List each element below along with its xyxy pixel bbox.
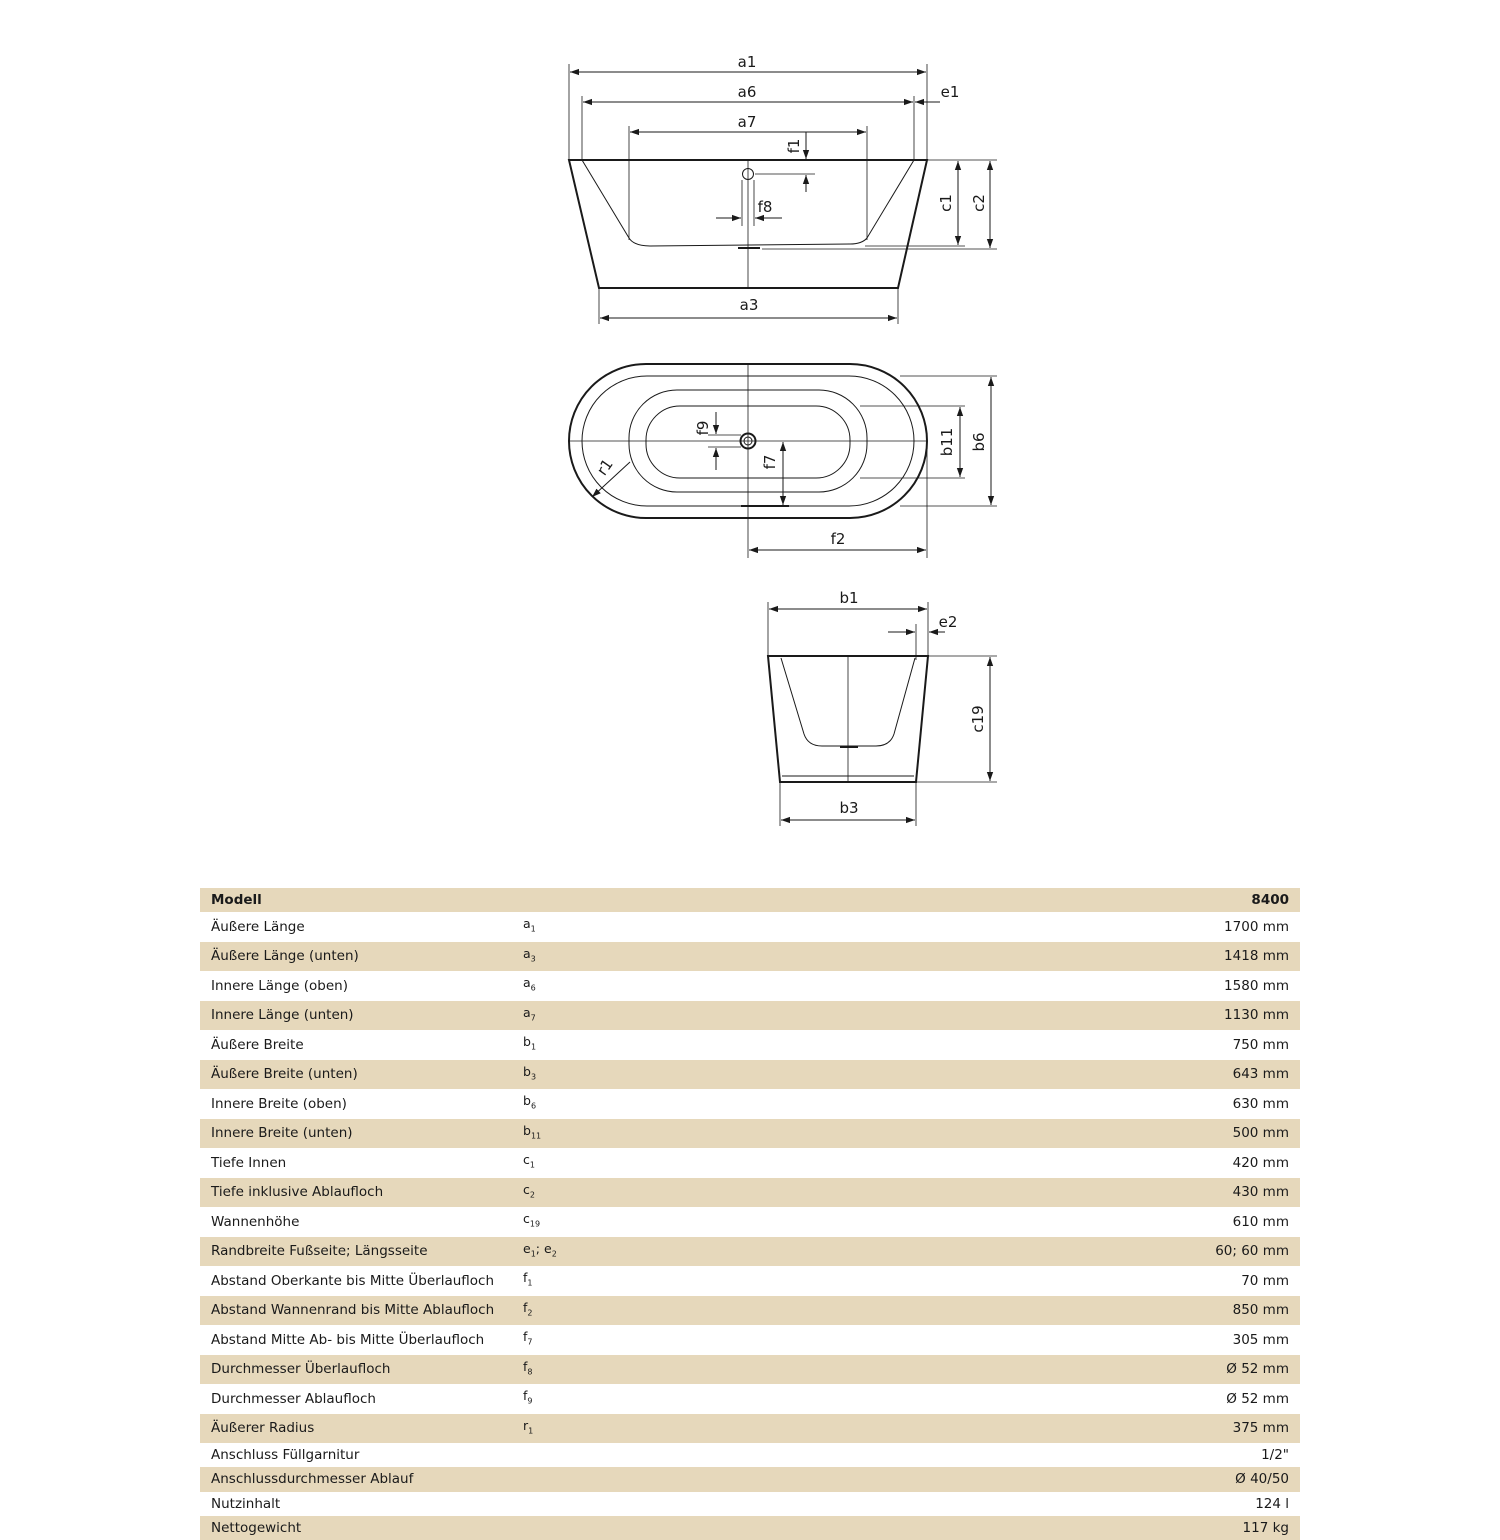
table-row bbox=[200, 912, 1300, 942]
row-label: Innere Breite (unten) bbox=[200, 1119, 512, 1149]
row-symbol: $f_1$ bbox=[512, 1266, 994, 1296]
table-row bbox=[200, 1237, 1300, 1267]
table-row bbox=[200, 1089, 1300, 1119]
row-value: 124 l bbox=[994, 1492, 1300, 1516]
row-label: Wannenhöhe bbox=[200, 1207, 512, 1237]
label-c19: c19 bbox=[969, 705, 987, 733]
table-row bbox=[200, 1001, 1300, 1031]
row-symbol: $e_1$; $e_2$ bbox=[512, 1237, 994, 1267]
table-header-row bbox=[200, 888, 1300, 912]
row-value: 1/2" bbox=[994, 1443, 1300, 1467]
table-row bbox=[200, 1384, 1300, 1414]
label-a1: a1 bbox=[737, 53, 757, 71]
end-view-drawing bbox=[768, 589, 997, 826]
row-value: Ø 52 mm bbox=[994, 1384, 1300, 1414]
side-view-drawing bbox=[569, 53, 997, 324]
row-value: 643 mm bbox=[994, 1060, 1300, 1090]
row-symbol: $b_6$ bbox=[512, 1089, 994, 1119]
label-f7: f7 bbox=[761, 454, 779, 470]
table-row bbox=[200, 1266, 1300, 1296]
row-value: 375 mm bbox=[994, 1414, 1300, 1444]
label-e1: e1 bbox=[940, 83, 960, 101]
row-symbol bbox=[512, 1492, 994, 1516]
row-value: 1130 mm bbox=[994, 1001, 1300, 1031]
row-symbol: $f_9$ bbox=[512, 1384, 994, 1414]
row-label: Tiefe inklusive Ablaufloch bbox=[200, 1178, 512, 1208]
row-label: Nutzinhalt bbox=[200, 1492, 512, 1516]
label-f2: f2 bbox=[830, 530, 846, 548]
row-value: 117 kg bbox=[994, 1516, 1300, 1540]
row-symbol: $a_7$ bbox=[512, 1001, 994, 1031]
header-model-value: 8400 bbox=[994, 888, 1300, 912]
label-r1: r1 bbox=[593, 455, 617, 479]
row-symbol: $a_1$ bbox=[512, 912, 994, 942]
row-symbol: $c_2$ bbox=[512, 1178, 994, 1208]
row-symbol: $f_2$ bbox=[512, 1296, 994, 1326]
table-row bbox=[200, 1355, 1300, 1385]
row-label: Nettogewicht bbox=[200, 1516, 512, 1540]
row-value: 1700 mm bbox=[994, 912, 1300, 942]
row-label: Abstand Oberkante bis Mitte Überlaufloch bbox=[200, 1266, 512, 1296]
label-b6: b6 bbox=[970, 432, 988, 452]
row-label: Tiefe Innen bbox=[200, 1148, 512, 1178]
row-value: 1418 mm bbox=[994, 942, 1300, 972]
row-label: Äußere Länge bbox=[200, 912, 512, 942]
table-row bbox=[200, 942, 1300, 972]
row-value: 305 mm bbox=[994, 1325, 1300, 1355]
table-row bbox=[200, 1516, 1300, 1540]
row-label: Durchmesser Ablaufloch bbox=[200, 1384, 512, 1414]
label-a7: a7 bbox=[737, 113, 757, 131]
table-row bbox=[200, 1325, 1300, 1355]
table-row bbox=[200, 1296, 1300, 1326]
row-value: Ø 40/50 bbox=[994, 1467, 1300, 1491]
row-value: 430 mm bbox=[994, 1178, 1300, 1208]
row-label: Innere Länge (unten) bbox=[200, 1001, 512, 1031]
table-row bbox=[200, 1207, 1300, 1237]
label-a3: a3 bbox=[739, 296, 759, 314]
row-symbol: $b_3$ bbox=[512, 1060, 994, 1090]
row-symbol: $f_8$ bbox=[512, 1355, 994, 1385]
row-value: 60; 60 mm bbox=[994, 1237, 1300, 1267]
row-symbol: $c_{19}$ bbox=[512, 1207, 994, 1237]
label-c2: c2 bbox=[970, 194, 988, 212]
row-value: 420 mm bbox=[994, 1148, 1300, 1178]
label-e2: e2 bbox=[938, 613, 958, 631]
row-value: 850 mm bbox=[994, 1296, 1300, 1326]
row-label: Durchmesser Überlaufloch bbox=[200, 1355, 512, 1385]
table-row bbox=[200, 1178, 1300, 1208]
label-b11: b11 bbox=[938, 427, 956, 457]
label-b1: b1 bbox=[839, 589, 859, 607]
row-symbol bbox=[512, 1467, 994, 1491]
table-row bbox=[200, 1443, 1300, 1467]
row-value: 70 mm bbox=[994, 1266, 1300, 1296]
row-value: 750 mm bbox=[994, 1030, 1300, 1060]
row-value: 500 mm bbox=[994, 1119, 1300, 1149]
label-b3: b3 bbox=[839, 799, 859, 817]
label-f8: f8 bbox=[757, 198, 773, 216]
row-label: Randbreite Fußseite; Längsseite bbox=[200, 1237, 512, 1267]
row-value: Ø 52 mm bbox=[994, 1355, 1300, 1385]
table-row bbox=[200, 1467, 1300, 1491]
row-label: Abstand Wannenrand bis Mitte Ablaufloch bbox=[200, 1296, 512, 1326]
table-row bbox=[200, 1030, 1300, 1060]
row-symbol bbox=[512, 1443, 994, 1467]
top-view-drawing bbox=[569, 364, 997, 558]
row-value: 610 mm bbox=[994, 1207, 1300, 1237]
label-f9: f9 bbox=[694, 420, 712, 436]
row-symbol: $a_6$ bbox=[512, 971, 994, 1001]
row-label: Äußere Breite (unten) bbox=[200, 1060, 512, 1090]
table-row bbox=[200, 1148, 1300, 1178]
row-label: Äußere Länge (unten) bbox=[200, 942, 512, 972]
table-row bbox=[200, 1492, 1300, 1516]
row-label: Abstand Mitte Ab- bis Mitte Überlaufloch bbox=[200, 1325, 512, 1355]
table-row bbox=[200, 1060, 1300, 1090]
row-label: Äußere Breite bbox=[200, 1030, 512, 1060]
row-symbol bbox=[512, 1516, 994, 1540]
row-symbol: $a_3$ bbox=[512, 942, 994, 972]
label-f1: f1 bbox=[785, 138, 803, 154]
row-label: Innere Breite (oben) bbox=[200, 1089, 512, 1119]
row-symbol: $c_1$ bbox=[512, 1148, 994, 1178]
row-symbol: $f_7$ bbox=[512, 1325, 994, 1355]
row-value: 630 mm bbox=[994, 1089, 1300, 1119]
row-symbol: $b_{11}$ bbox=[512, 1119, 994, 1149]
row-label: Innere Länge (oben) bbox=[200, 971, 512, 1001]
row-symbol: $r_1$ bbox=[512, 1414, 994, 1444]
label-a6: a6 bbox=[737, 83, 757, 101]
specification-table bbox=[200, 888, 1300, 1540]
header-symbol-cell bbox=[512, 888, 994, 912]
label-c1: c1 bbox=[937, 194, 955, 212]
table-row bbox=[200, 1414, 1300, 1444]
table-row bbox=[200, 971, 1300, 1001]
row-label: Äußerer Radius bbox=[200, 1414, 512, 1444]
row-label: Anschlussdurchmesser Ablauf bbox=[200, 1467, 512, 1491]
row-label: Anschluss Füllgarnitur bbox=[200, 1443, 512, 1467]
table-row bbox=[200, 1119, 1300, 1149]
row-symbol: $b_1$ bbox=[512, 1030, 994, 1060]
row-value: 1580 mm bbox=[994, 971, 1300, 1001]
header-label: Modell bbox=[200, 888, 512, 912]
